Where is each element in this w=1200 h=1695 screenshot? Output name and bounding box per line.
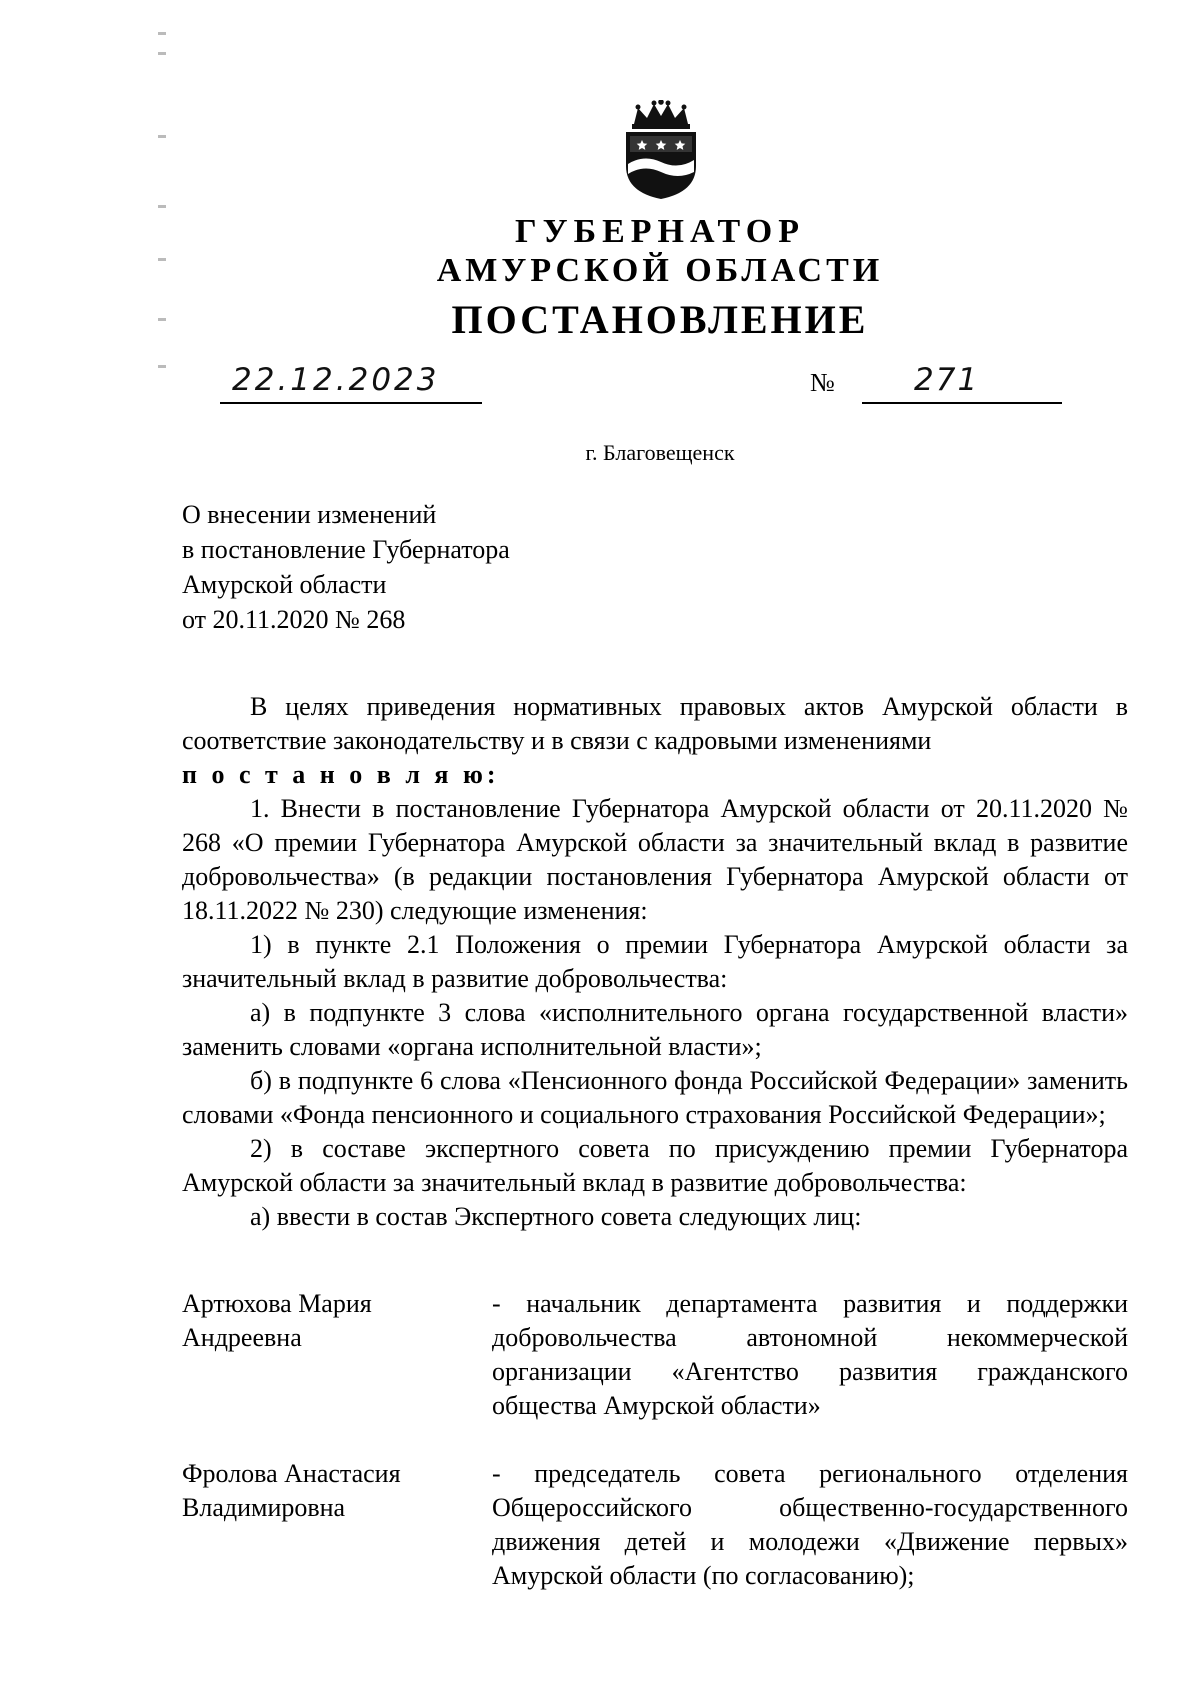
subject-line: О внесении изменений	[182, 500, 437, 529]
subject-line: Амурской области	[182, 570, 387, 599]
number-sign: №	[810, 368, 835, 397]
document-type-title: ПОСТАНОВЛЕНИЕ	[451, 297, 869, 342]
member-name-line: Фролова Анастасия	[182, 1459, 401, 1488]
body-paragraph-6: а) ввести в состав Экспертного совета следующих лиц:	[250, 1202, 862, 1231]
scan-mark	[158, 318, 166, 321]
header-title-governor: ГУБЕРНАТОР	[515, 213, 805, 250]
header-title-region: АМУРСКОЙ ОБЛАСТИ	[436, 252, 884, 289]
scan-mark	[158, 32, 166, 35]
scan-mark	[158, 205, 166, 208]
member-name	[182, 1287, 472, 1355]
scan-mark	[158, 258, 166, 261]
document-number: 271	[914, 362, 980, 398]
body-paragraph-1: 1. Внести в постановление Губернатора Амурской области от 20.11.2020 № 268 «О премии Губернатора Амурской области за значительный вклад в развитие добровольчества» (в редакции постановления Губернатора Амурской области от 18.11.2022 № 230) следующие изменения:	[182, 794, 1128, 925]
scan-mark	[158, 135, 166, 138]
scan-mark	[158, 52, 166, 55]
decree-word: п о с т а н о в л я ю:	[182, 760, 500, 789]
scan-mark	[158, 365, 166, 368]
document-body	[182, 690, 1128, 1234]
document-subject	[182, 497, 510, 637]
subject-line: в постановление Губернатора	[182, 535, 510, 564]
subject-line: от 20.11.2020 № 268	[182, 605, 406, 634]
number-underline	[862, 402, 1062, 404]
city-label: г. Благовещенск	[585, 440, 735, 465]
amur-region-coat-of-arms-icon	[620, 100, 702, 200]
member-position: - председатель совета регионального отделения Общероссийского общественно-государственного движения детей и молодежи «Движение первых» Амурской области (по согласованию);	[492, 1459, 1128, 1590]
body-paragraph-5: 2) в составе экспертного совета по присуждению премии Губернатора Амурской области за значительный вклад в развитие добровольчества:	[182, 1134, 1128, 1197]
member-name-line: Артюхова Мария	[182, 1289, 372, 1318]
body-paragraph-3: а) в подпункте 3 слова «исполнительного органа государственной власти» заменить словами «органа исполнительной власти»;	[182, 998, 1128, 1061]
body-paragraph-2: 1) в пункте 2.1 Положения о премии Губернатора Амурской области за значительный вклад в развитие добровольчества:	[182, 930, 1128, 993]
date-underline	[220, 402, 482, 404]
body-paragraph-4: б) в подпункте 6 слова «Пенсионного фонда Российской Федерации» заменить словами «Фонда пенсионного и социального страхования Российской Федерации»;	[182, 1066, 1128, 1129]
document-number-field	[862, 362, 1062, 404]
member-name-line: Андреевна	[182, 1323, 302, 1352]
member-name-line: Владимировна	[182, 1493, 346, 1522]
member-position: - начальник департамента развития и поддержки добровольчества автономной некоммерческой организации «Агентство развития гражданского общества Амурской области»	[492, 1289, 1128, 1420]
document-date-field	[220, 362, 482, 404]
document-date: 22.12.2023	[232, 362, 440, 398]
preamble-paragraph: В целях приведения нормативных правовых актов Амурской области в соответствие законодательству и в связи с кадровыми изменениями	[182, 692, 1128, 755]
member-name	[182, 1457, 472, 1525]
